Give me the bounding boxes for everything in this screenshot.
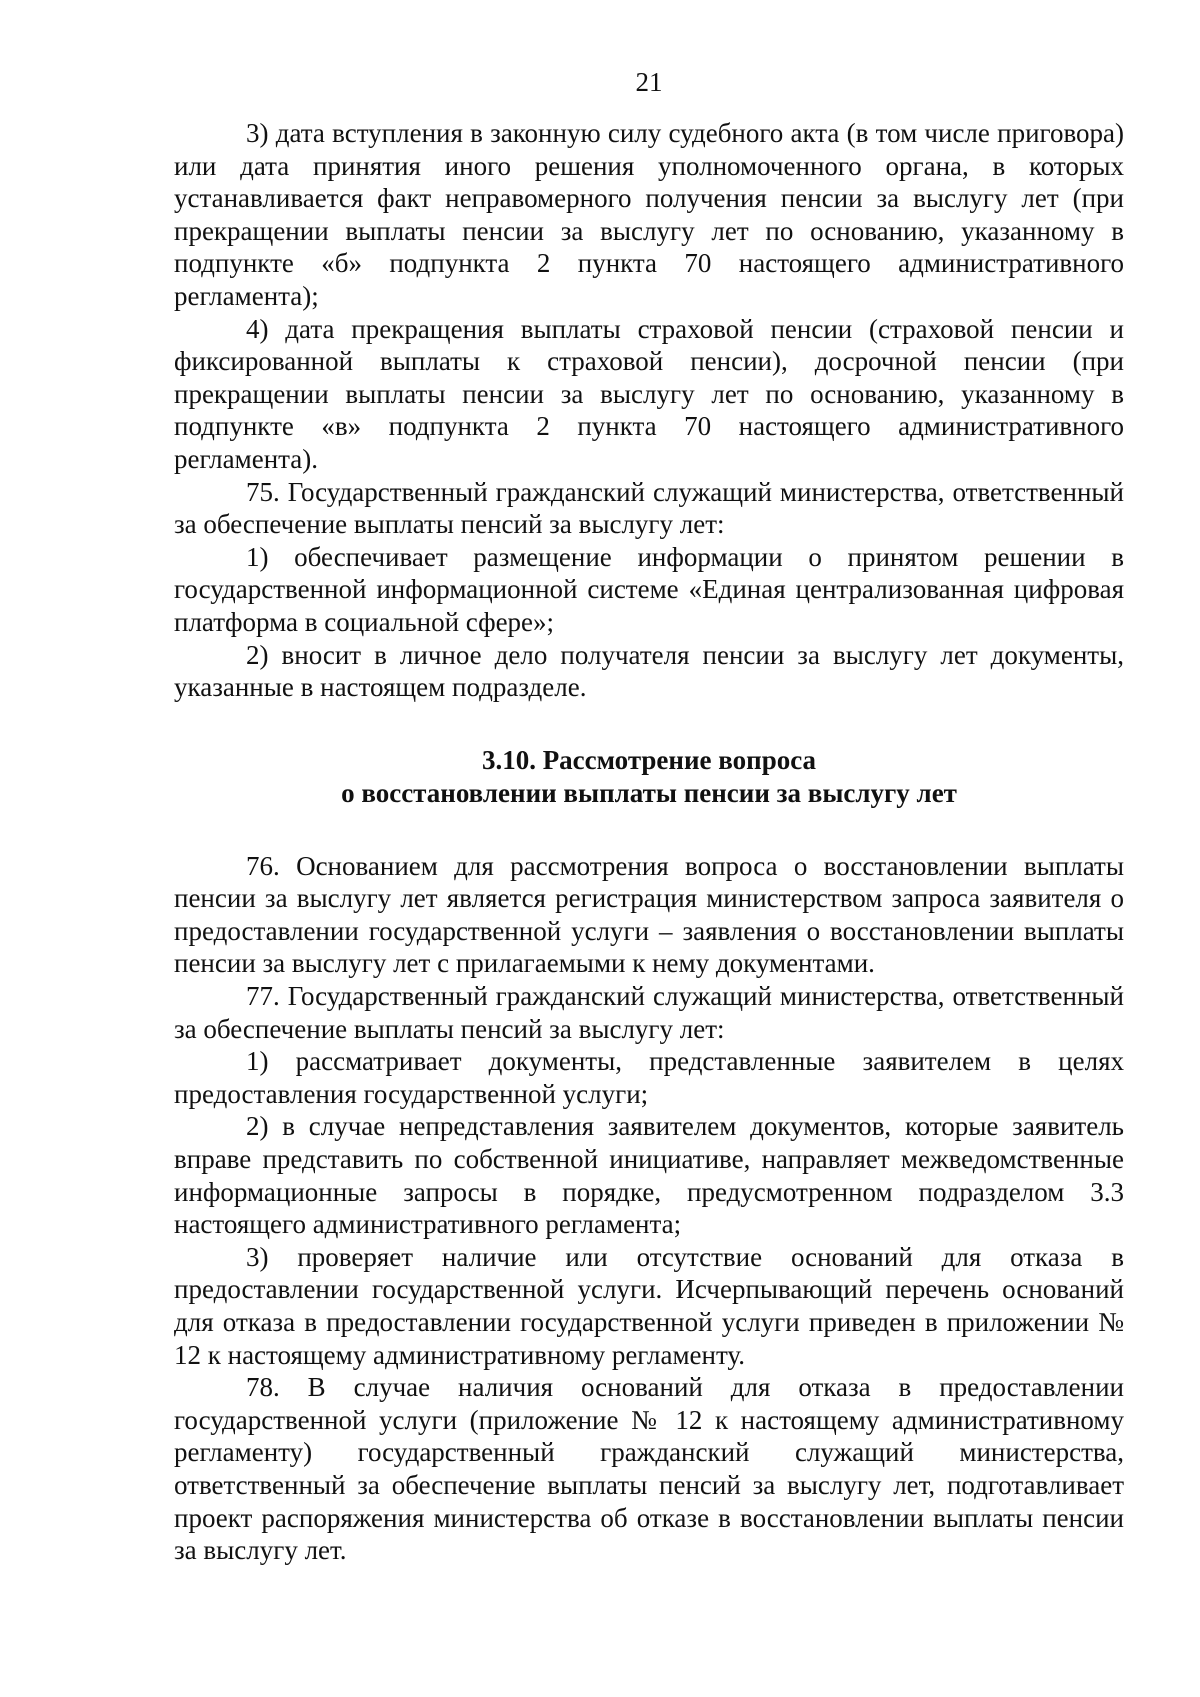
page-number: 21: [635, 67, 663, 97]
paragraph-77-item-2: 2) в случае непредставления заявителем документов, которые заявитель вправе представить по собственной инициативе, направляет межведомственные информационные запросы в порядке, предусмотренном подразделом 3.3 настоящего административного регламента;: [174, 1111, 1124, 1240]
paragraph-76: 76. Основанием для рассмотрения вопроса о восстановлении выплаты пенсии за выслугу лет является регистрация министерством запроса заявителя о предоставлении государственной услуги – заявления о восстановлении выплаты пенсии за выслугу лет с прилагаемыми к нему документами.: [174, 850, 1124, 979]
document-body: [174, 117, 1124, 1567]
paragraph-78: 78. В случае наличия оснований для отказа в предоставлении государственной услуги (приложение № 12 к настоящему административному регламенту) государственный гражданский служащий министерства, ответственный за обеспечение выплаты пенсий за выслугу лет, подготавливает проект распоряжения министерства об отказе в восстановлении выплаты пенсии за выслугу лет.: [174, 1372, 1124, 1566]
paragraph-75: 75. Государственный гражданский служащий министерства, ответственный за обеспечение выплаты пенсий за выслугу лет:: [174, 476, 1124, 540]
section-heading: [174, 744, 1124, 810]
paragraph-75-item-1: 1) обеспечивает размещение информации о принятом решении в государственной информационной системе «Единая централизованная цифровая платформа в социальной сфере»;: [174, 541, 1124, 637]
section-heading-line-1: 3.10. Рассмотрение вопроса: [481, 744, 817, 775]
paragraph-77: 77. Государственный гражданский служащий министерства, ответственный за обеспечение выплаты пенсий за выслугу лет:: [174, 981, 1124, 1044]
paragraph-item-3-date-court-act: 3) дата вступления в законную силу судебного акта (в том числе приговора) или дата принятия иного решения уполномоченного органа, в которых устанавливается факт неправомерного получения пенсии за выслугу лет (при прекращении выплаты пенсии за выслугу лет по основанию, указанному в подпункте «б» подпункта 2 пункта 70 настоящего административного регламента);: [174, 118, 1124, 311]
paragraph-77-item-3: 3) проверяет наличие или отсутствие оснований для отказа в предоставлении государственной услуги. Исчерпывающий перечень оснований для отказа в предоставлении государственной услуги приведен в приложении № 12 к настоящему административному регламенту.: [174, 1241, 1124, 1370]
paragraph-77-item-1: 1) рассматривает документы, представленные заявителем в целях предоставления государственной услуги;: [174, 1046, 1124, 1109]
paragraph-75-item-2: 2) вносит в личное дело получателя пенсии за выслугу лет документы, указанные в настоящем подразделе.: [174, 639, 1124, 703]
section-heading-line-2: о восстановлении выплаты пенсии за выслугу лет: [341, 777, 957, 808]
paragraph-item-4-date-insurance-pension: 4) дата прекращения выплаты страховой пенсии (страховой пенсии и фиксированной выплаты к страховой пенсии), досрочной пенсии (при прекращении выплаты пенсии за выслугу лет по основанию, указанному в подпункте «в» подпункта 2 пункта 70 настоящего административного регламента).: [174, 313, 1124, 474]
